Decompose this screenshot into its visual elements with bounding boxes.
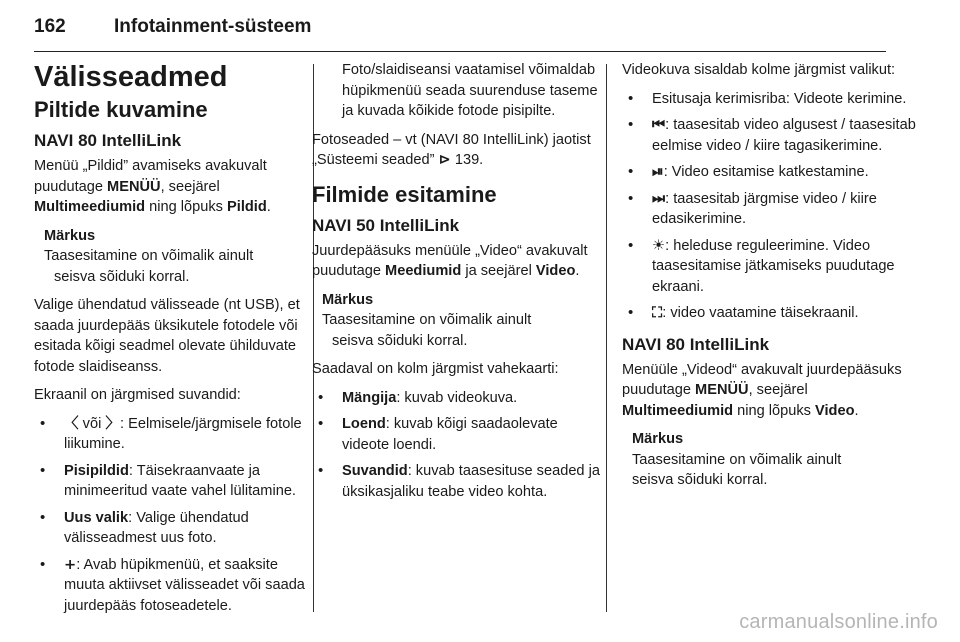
list-item: • ⛶: video vaatamine täisekraanil. [622,303,922,324]
note-title: Märkus [322,291,374,308]
note-box [322,290,602,352]
chevron-right-icon: 〉 [105,414,120,432]
column-2 [312,60,602,510]
list-item: • Uus valik: Valige ühendatud välisseadmest uus foto. [34,508,306,549]
list-item: • ⏭: taasesitab järgmise video / kiire edasikerimine. [622,189,922,230]
chapter-title: Välisseadmed [34,61,228,93]
list-item: • Suvandid: kuvab taasesituse seaded ja üksikasjaliku teabe video kohta. [312,461,602,502]
plus-icon: + [64,555,77,573]
pictures-intro: Menüü „Pildid” avamiseks avakuvalt puudutage MENÜÜ, seejärel Multimeediumid ning lõpuks Pildid. [34,158,271,215]
column-1 [34,60,306,624]
note-line: seisva sõiduki korral. [332,332,468,349]
list-item: • ⏯: Video esitamise katkestamine. [622,162,922,183]
subsection-title-navi80: NAVI 80 IntelliLink [34,131,182,150]
video-options-list [622,89,922,324]
list-item: • Mängija: kuvab videokuva. [312,388,602,409]
list-item: • ☀: heleduse reguleerimine. Video taasesitamise jätkamiseks puudutage ekraani. [622,236,922,298]
note-box [632,429,922,491]
list-item: • 〈 või 〉: Eelmisele/järgmisele fotole liikumine. [34,414,306,455]
watermark: carmanualsonline.info [739,611,938,633]
column-divider-2 [606,64,607,612]
note-title: Märkus [632,431,684,447]
list-item: • ⏮: taasesitab video algusest / taasesitab eelmise video / kiire tagasikerimine. [622,115,922,156]
note-line: Taasesitamine on võimalik ainult [44,248,254,264]
note-title: Märkus [44,227,96,244]
brightness-icon: ☀ [652,236,666,254]
note-line: seisva sõiduki korral. [632,472,768,488]
subsection-title-navi80-video: NAVI 80 IntelliLink [622,334,770,354]
paragraph: Videokuva sisaldab kolme järgmist valikut: [622,62,896,78]
note-line: seisva sõiduki korral. [54,268,190,285]
skip-back-icon: ⏮ [652,116,666,133]
note-line: Taasesitamine on võimalik ainult [322,312,532,328]
section-title-movies: Filmide esitamine [312,181,497,207]
section-title-pictures: Piltide kuvamine [34,97,208,122]
column-3 [622,60,922,499]
list-item: • Loend: kuvab kõigi saadaolevate videote loendi. [312,414,602,455]
subsection-title-navi50: NAVI 50 IntelliLink [312,215,460,235]
paragraph: Foto/slaidiseansi vaatamisel võimaldab hüpikmenüü seada suurenduse taseme ja kuvada kõikide fotode pisipilte. [342,62,598,119]
page-reference-icon: ⊳ [438,151,451,168]
page-number: 162 [34,16,66,37]
running-head: Infotainment-süsteem [114,16,312,37]
tabs-list [312,388,602,503]
list-item: • +: Avab hüpikmenüü, et saaksite muuta aktiivset välisseadet või saada juurdepääs fotoseadetele. [34,555,306,617]
page-header [34,8,886,52]
list-item: • Pisipildid: Täisekraanvaate ja minimeeritud vaate vahel lülitamine. [34,461,306,502]
note-line: Taasesitamine on võimalik ainult [632,451,842,468]
paragraph: Saadaval on kolm järgmist vahekaarti: [312,361,559,377]
video-navi80-intro: Menüüle „Videod“ avakuvalt juurdepääsuks puudutage MENÜÜ, seejärel Multimeediumid ning lõpuks Video. [622,361,902,419]
chevron-left-icon: 〈 [64,414,79,432]
note-box [44,226,306,288]
options-list [34,414,306,617]
skip-forward-icon: ⏭ [652,189,666,207]
paragraph: Valige ühendatud välisseade (nt USB), et saada juurdepääs üksikutele fotodele või esitada kõigi seadmel olevate ühilduvate fotode slaidiseanss. [34,297,300,375]
play-pause-icon: ⏯ [652,163,664,180]
movies-intro: Juurdepääsuks menüüle „Video“ avakuvalt puudutage Meediumid ja seejärel Video. [312,242,588,279]
paragraph: Ekraanil on järgmised suvandid: [34,387,241,403]
photo-settings-ref: Fotoseaded – vt (NAVI 80 IntelliLink) jaotist „Süsteemi seaded” ⊳ 139. [312,131,591,168]
fullscreen-icon: ⛶ [652,304,663,321]
list-item: • Esitusaja kerimisriba: Videote kerimine. [622,89,922,110]
